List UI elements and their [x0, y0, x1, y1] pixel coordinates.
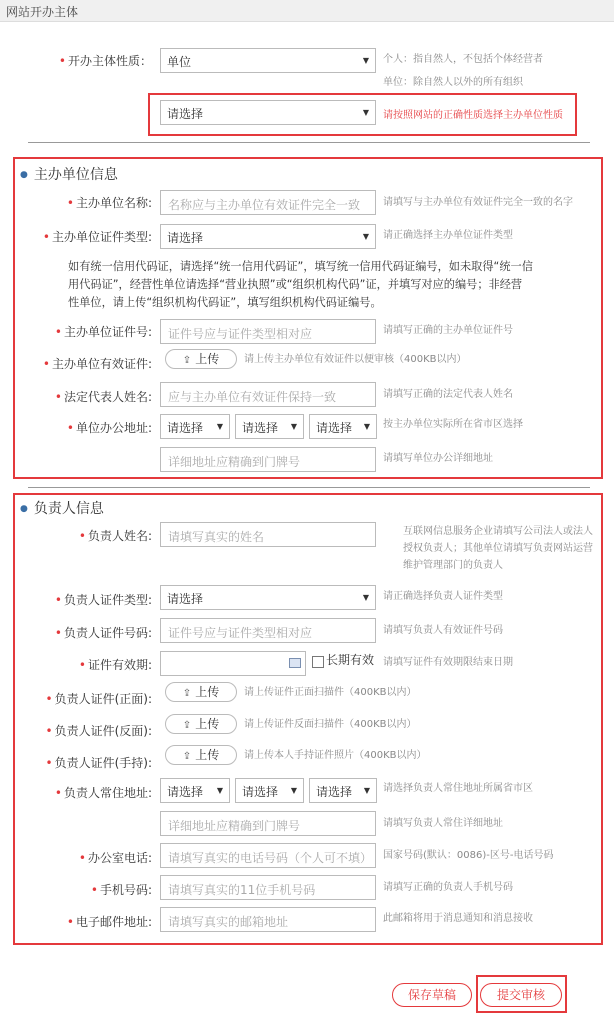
office-detail-input[interactable]: 详细地址应精确到门牌号 [160, 447, 376, 472]
legal-name-label: • 法定代表人姓名: [54, 390, 152, 404]
chevron-down-icon: ▼ [362, 108, 369, 117]
person-district-select[interactable]: 请选择 ▼ [309, 778, 377, 803]
org-type-select[interactable]: 单位 ▼ [160, 48, 376, 73]
org-type-hint-2: 单位：除自然人以外的所有组织 [383, 77, 523, 88]
long-term-label: 长期有效 [326, 653, 375, 667]
back-cert-label: • 负责人证件(反面): [45, 724, 152, 738]
person-cert-no-hint: 请填写负责人有效证件号码 [383, 625, 503, 636]
back-cert-hint: 请上传证件反面扫描件（400KB以内） [244, 719, 417, 730]
office-district-select[interactable]: 请选择 ▼ [309, 414, 377, 439]
divider [28, 487, 590, 488]
sponsor-name-label: • 主办单位名称: [66, 196, 152, 210]
office-phone-label: • 办公室电话: [78, 851, 152, 865]
org-subtype-select[interactable]: 请选择 ▼ [160, 100, 376, 125]
sponsor-cert-note-2: 用代码证”，经营性单位请选择“营业执照”或“组织机构代码”证，并填写对应的编号；非经营 [68, 278, 523, 291]
sponsor-section-title: ● 主办单位信息 [20, 167, 118, 183]
office-province-select[interactable]: 请选择 ▼ [160, 414, 230, 439]
person-cert-no-input[interactable]: 证件号应与证件类型相对应 [160, 618, 376, 643]
mobile-input[interactable]: 请填写真实的11位手机号码 [160, 875, 376, 900]
org-type-label: • 开办主体性质： [58, 54, 152, 68]
save-draft-button[interactable]: 保存草稿 [392, 983, 472, 1007]
back-upload-button[interactable]: ⇪ 上传 [165, 714, 237, 734]
upload-icon: ⇪ [182, 720, 192, 731]
person-detail-hint: 请填写负责人常住详细地址 [383, 818, 503, 829]
long-term-checkbox[interactable] [312, 656, 324, 668]
sponsor-cert-type-hint: 请正确选择主办单位证件类型 [383, 230, 513, 241]
submit-review-button[interactable]: 提交审核 [480, 983, 562, 1007]
calendar-icon[interactable] [289, 658, 301, 668]
upload-icon: ⇪ [182, 355, 192, 366]
divider [28, 142, 590, 143]
page-title: 网站开办主体 [6, 5, 79, 19]
sponsor-cert-type-select[interactable]: 请选择 ▼ [160, 224, 376, 249]
person-name-hint-1: 互联网信息服务企业请填写公司法人或法人 [403, 526, 593, 537]
sponsor-valid-cert-label: • 主办单位有效证件: [42, 357, 152, 371]
front-cert-hint: 请上传证件正面扫描件（400KB以内） [244, 687, 417, 698]
person-name-label: • 负责人姓名: [78, 529, 152, 543]
person-cert-type-hint: 请正确选择负责人证件类型 [383, 591, 503, 602]
sponsor-cert-no-label: • 主办单位证件号: [54, 325, 152, 339]
hold-cert-label: • 负责人证件(手持): [45, 756, 152, 770]
sponsor-cert-no-input[interactable]: 证件号应与证件类型相对应 [160, 319, 376, 344]
sponsor-name-input[interactable]: 名称应与主办单位有效证件完全一致 [160, 190, 376, 215]
sponsor-cert-note-1: 如有统一信用代码证，请选择“统一信用代码证”，填写统一信用代码证编号，如未取得“统一信 [68, 260, 533, 273]
person-province-select[interactable]: 请选择 ▼ [160, 778, 230, 803]
person-cert-no-label: • 负责人证件号码: [54, 626, 152, 640]
chevron-down-icon: ▼ [362, 56, 369, 65]
chevron-down-icon: ▼ [216, 422, 223, 431]
chevron-down-icon: ▼ [362, 593, 369, 602]
page-header [0, 0, 614, 22]
sponsor-cert-no-hint: 请填写正确的主办单位证件号 [383, 325, 513, 336]
validity-date-input[interactable] [160, 651, 306, 676]
bullet-icon: ● [20, 504, 28, 514]
person-cert-type-select[interactable]: 请选择 ▼ [160, 585, 376, 610]
front-cert-label: • 负责人证件(正面): [45, 692, 152, 706]
chevron-down-icon: ▼ [290, 786, 297, 795]
person-address-label: • 负责人常住地址: [54, 786, 152, 800]
upload-icon: ⇪ [182, 751, 192, 762]
email-input[interactable]: 请填写真实的邮箱地址 [160, 907, 376, 932]
office-address-label: • 单位办公地址: [66, 421, 152, 435]
email-label: • 电子邮件地址: [66, 915, 152, 929]
validity-label: • 证件有效期: [78, 658, 152, 672]
person-city-select[interactable]: 请选择 ▼ [235, 778, 304, 803]
mobile-hint: 请填写正确的负责人手机号码 [383, 882, 513, 893]
chevron-down-icon: ▼ [362, 232, 369, 241]
person-address-hint: 请选择负责人常住地址所属省市区 [383, 783, 533, 794]
sponsor-name-hint: 请填写与主办单位有效证件完全一致的名字 [383, 197, 573, 208]
person-detail-input[interactable]: 详细地址应精确到门牌号 [160, 811, 376, 836]
office-detail-hint: 请填写单位办公详细地址 [383, 453, 493, 464]
validity-hint: 请填写证件有效期限结束日期 [383, 657, 513, 668]
sponsor-valid-cert-hint: 请上传主办单位有效证件以便审核（400KB以内） [244, 354, 467, 365]
chevron-down-icon: ▼ [216, 786, 223, 795]
upload-icon: ⇪ [182, 688, 192, 699]
sponsor-upload-button[interactable]: ⇪ 上传 [165, 349, 237, 369]
legal-name-hint: 请填写正确的法定代表人姓名 [383, 389, 513, 400]
person-cert-type-label: • 负责人证件类型: [54, 593, 152, 607]
office-phone-hint: 国家号码(默认：0086)-区号-电话号码 [383, 850, 554, 861]
mobile-label: • 手机号码: [90, 883, 152, 897]
email-hint: 此邮箱将用于消息通知和消息接收 [383, 913, 533, 924]
hold-cert-hint: 请上传本人手持证件照片（400KB以内） [244, 750, 427, 761]
sponsor-cert-type-label: • 主办单位证件类型: [42, 230, 152, 244]
legal-name-input[interactable]: 应与主办单位有效证件保持一致 [160, 382, 376, 407]
chevron-down-icon: ▼ [363, 786, 370, 795]
person-name-hint-3: 维护管理部门的负责人 [403, 560, 503, 571]
chevron-down-icon: ▼ [363, 422, 370, 431]
office-city-select[interactable]: 请选择 ▼ [235, 414, 304, 439]
org-subtype-hint: 请按照网站的正确性质选择主办单位性质 [383, 110, 563, 121]
chevron-down-icon: ▼ [290, 422, 297, 431]
bullet-icon: ● [20, 170, 28, 180]
hold-upload-button[interactable]: ⇪ 上传 [165, 745, 237, 765]
sponsor-cert-note-3: 性单位，请上传“组织机构代码证”，填写组织机构代码证编号。 [68, 296, 382, 309]
person-name-hint-2: 授权负责人；其他单位请填写负责网站运营 [403, 543, 593, 554]
person-section-title: ● 负责人信息 [20, 501, 104, 517]
office-address-hint: 按主办单位实际所在省市区选择 [383, 419, 523, 430]
office-phone-input[interactable]: 请填写真实的电话号码（个人可不填） [160, 843, 376, 868]
org-type-hint-1: 个人：指自然人，不包括个体经营者 [383, 54, 543, 65]
front-upload-button[interactable]: ⇪ 上传 [165, 682, 237, 702]
person-name-input[interactable]: 请填写真实的姓名 [160, 522, 376, 547]
